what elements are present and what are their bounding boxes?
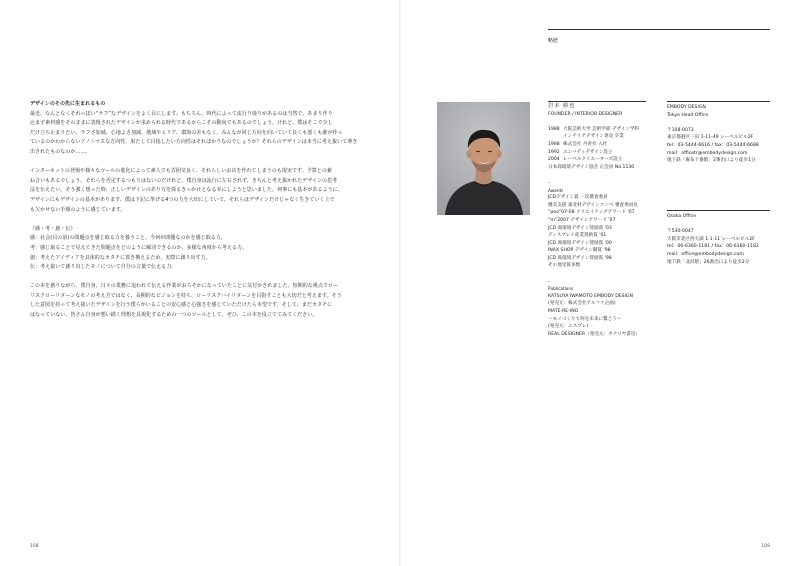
- history-text: エンバディデザイン設立: [563, 149, 613, 155]
- page-gutter: [399, 0, 401, 566]
- award-item: JCD 商環境デザイン奨励賞 '98: [548, 255, 612, 261]
- text-line: 最近、なんとなくそれっぽい“ラフ”なデザインをよく目にします。もちろん、時代によって流行り廃りがあるのは当然で、あまり作り: [30, 110, 333, 117]
- history-row: [548, 141, 648, 149]
- osaka-office-label: Osaka Office: [667, 214, 697, 219]
- page-number-right: 109: [761, 544, 770, 549]
- publication-item: REAL DESIGNER（発売元：カナリヤ書房）: [548, 331, 641, 337]
- essay-paragraph-2: [30, 167, 390, 215]
- history-text: レーベルクリエーターズ設立: [563, 157, 623, 163]
- text-line: 感：社会(目の前)の問題点を感じ取る力を養うこと。今何が問題なのかを感じ取る力。: [30, 235, 226, 242]
- osaka-access: 地下鉄「北浜駅」26番出口より徒歩2分: [667, 259, 750, 265]
- text-line: リスクローリターンなモノの考え方ではなく、長期的なビジョンを持ち、ローリスクハイリターンを目指すことも大切だと考えます。そう: [30, 292, 342, 299]
- offices-column: [667, 104, 770, 165]
- osaka-column: [667, 213, 770, 266]
- portrait-photo: [437, 102, 530, 215]
- publication-item: MATE-RE-INO: [548, 309, 579, 315]
- osaka-address: 大阪市北区西天満 1-1-11 レーベルビル2F: [667, 236, 755, 242]
- essay: [30, 100, 390, 330]
- text-line: 法を伝えたい。そう強く想った時、正しいデザインのあり方を探るきっかけとなる本にしようと思いました。何事にも基本があるように、: [30, 187, 343, 194]
- osaka-postal: 〒530-0047: [667, 229, 694, 235]
- section-title: 略歴: [548, 38, 559, 44]
- designer-role: FOUNDER / INTERIOR DESIGNER: [548, 111, 623, 117]
- essay-paragraph-3: [30, 225, 390, 273]
- history-text: インテリアデザイン専攻 卒業: [563, 134, 624, 140]
- tokyo-office-label: Tokyo Head Office: [667, 112, 709, 118]
- publication-item: (発売元：株式会社アルファ企画): [548, 301, 616, 307]
- text-line: インターネットの登場や様々なツールの進化によって素人でも雰囲気良く、それらしいお店を作れてしまうのも現実です。予算との兼: [30, 168, 332, 175]
- text-line: ね合いもあるでしょう。それらを否定するつもりはないのだけれど、僕自身は流行に左右されず、きちんと考え抜かれたデザインの思考: [30, 177, 338, 184]
- text-line: 伝：考え抜いて創り出したモノについて自分の言葉で伝える力。: [30, 264, 177, 271]
- section-divider: –: [548, 278, 551, 284]
- award-item: 優美支援 東北材デザインコンペ 審査委員長: [548, 202, 638, 208]
- history-row: [548, 126, 648, 134]
- text-line: 出されたものなのか……。: [30, 148, 91, 155]
- history-text: 日本商環境デザイン協会 正会員 No.1130: [548, 164, 635, 170]
- osaka-rule: [667, 210, 770, 211]
- text-line: はなっていない、皆さん自身が想い描く理想を具現化するための一つのツールとして、ぜひ、この本を役立ててみてください。: [30, 312, 318, 319]
- text-line: 考：感じ取ることで見えてきた問題点をどのように解決できるのか、多様な角度から考える力。: [30, 244, 248, 251]
- page-number-left: 108: [30, 544, 39, 549]
- text-line: ているのかわからないアノニマスな方向性。果たして目指したい方向性はそればかりなのでしょうか？それらのデザインは本当に考え抜いて導き: [30, 139, 358, 146]
- offices-rule: [667, 101, 770, 102]
- portrait-illustration: [437, 102, 530, 215]
- history-text: 大阪芸術大学 芸術学部 デザイン学科: [563, 126, 640, 132]
- publication-item: KATSUYA IWAMOTO EMBODY DESIGN: [548, 293, 633, 299]
- history-row: [548, 133, 648, 141]
- award-item: ディスプレイ産業奨励賞 '01: [548, 233, 607, 239]
- history-year: 2004: [548, 157, 560, 163]
- essay-heading: デザインのその先に生まれるもの: [30, 101, 106, 107]
- top-rule: [548, 29, 770, 30]
- publications-label: Publications: [548, 286, 574, 292]
- tokyo-access: 地下鉄「麻布十番駅」2番出口より徒歩1分: [667, 158, 756, 164]
- award-item: JCD 商環境デザイン奨励賞 '00: [548, 240, 612, 246]
- text-line: した意図を持って考え抜いたデザインを行う僕らがいることの安心感と心強さを感じていただけたら本望です。そして、まだカタチに: [30, 302, 333, 309]
- profile-column: [548, 103, 648, 338]
- history-year: 1988: [548, 141, 560, 147]
- history-year: 1992: [548, 149, 560, 155]
- osaka-phone: tel：06-6360-1181 / fax：06-6360-1182: [667, 244, 759, 250]
- text-line: 創：考えたアイディアを具体的なカタチに置き換えるため、実際に創り出す力。: [30, 254, 211, 261]
- publication-item: ～モノづくりで何を未来に繋ごう～: [548, 316, 622, 322]
- company-name: EMBODY DESIGN: [667, 105, 706, 110]
- text-line: も欠かせない手順のように感じています。: [30, 206, 126, 213]
- award-item: JCD 商環境デザイン奨励賞 '03: [548, 225, 612, 231]
- tokyo-mail: mail：officetr@embodydesign.com: [667, 150, 748, 156]
- text-line: この本を創りながら、僕自身、日々の業務に追われて伝える作業がおろそかになっていたことに気付かされました。短期的な視点でロー: [30, 283, 339, 290]
- text-line: 込まず素材感をそのままに表現されたデザインが求められる時代であるからこその動向でもあるのでしょう。けれど、僕はそこで少し: [30, 120, 333, 127]
- history-row: [548, 164, 648, 172]
- history-row: [548, 156, 648, 164]
- designer-name: 岩本 勝也: [548, 103, 576, 109]
- history-year: 1988: [548, 126, 560, 132]
- section-divider: –: [548, 179, 551, 185]
- text-line: だけ立ち止まりたい。ラフさ加減、心地よさ加減、地域やエリア、環境の差もなく、みんなが同じ方向を向いていて良くも悪くも誰が作っ: [30, 129, 343, 136]
- tokyo-phone: tel：03-5444-6616 / fax：03-5444-6688: [667, 142, 759, 148]
- history-text: 株式会社 丹青社 入社: [563, 141, 608, 147]
- tokyo-postal: 〒108-0073: [667, 127, 694, 133]
- text-line: デザインにもデザインの基本があります。僕は下記に挙げる4つの力を大切にしていて、それらはデザインだけじゃなく生きていく上で: [30, 196, 335, 203]
- awards-label: Awards: [548, 187, 564, 193]
- essay-paragraph-4: [30, 282, 390, 320]
- osaka-mail: mail：office@embodydesign.com: [667, 251, 744, 257]
- history-year: [548, 133, 563, 141]
- profile-rule: [548, 101, 646, 102]
- award-item: INAX SHOP デザイン銅賞 '98: [548, 248, 611, 254]
- award-item: “peo”07-08 クリエイティブアワード '07: [548, 210, 635, 216]
- publication-item: (発売元：エスプレ): [548, 324, 589, 330]
- essay-paragraph-1: [30, 110, 390, 158]
- text-line: 《感・考・創・伝》: [30, 225, 76, 232]
- award-item: JCDデザイン賞 一次審査委員: [548, 195, 608, 201]
- award-item: その他受賞多数: [548, 263, 581, 269]
- tokyo-address: 東京都港区三田 1-11-49 レーベルビル2F: [667, 135, 754, 141]
- award-item: “m”2007 デザインアワード '07: [548, 217, 616, 223]
- history-row: [548, 149, 648, 157]
